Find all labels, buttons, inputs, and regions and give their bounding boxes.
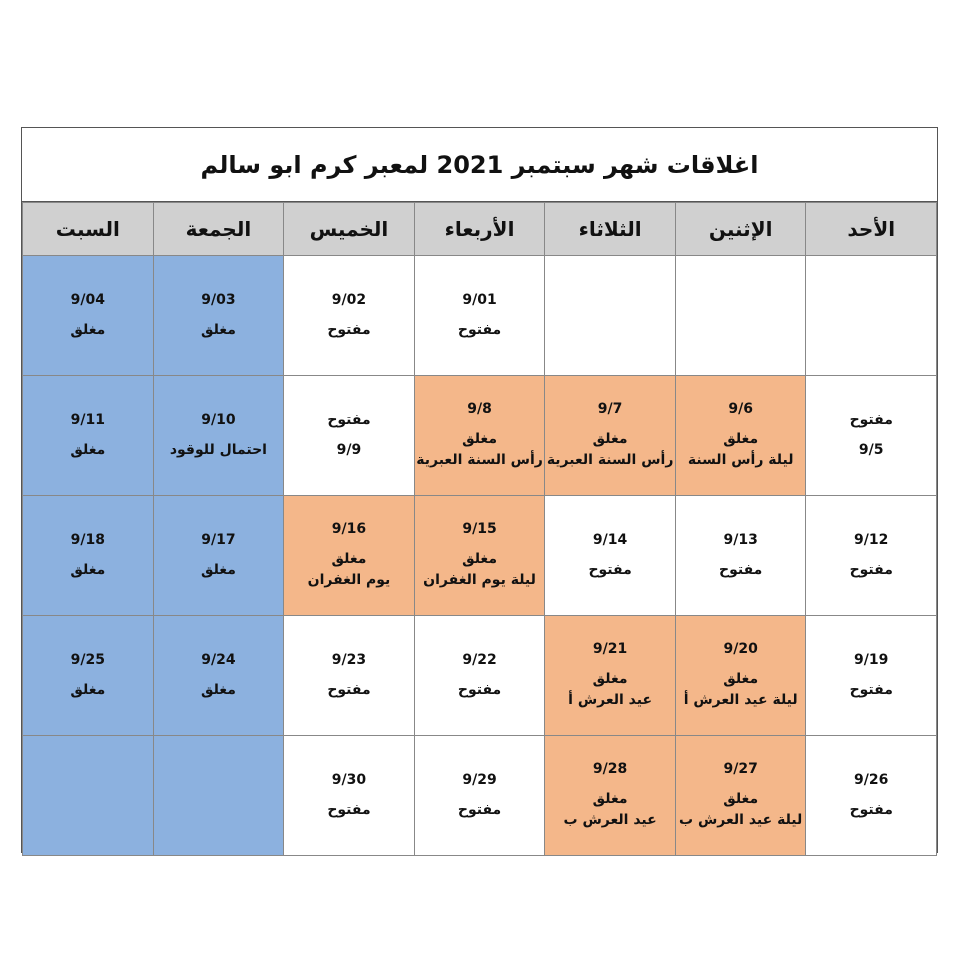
day-primary-text: 9/13 xyxy=(723,532,758,549)
day-primary-text: 9/26 xyxy=(854,772,889,789)
calendar-day-cell xyxy=(675,256,806,376)
calendar-day-cell xyxy=(414,256,545,376)
calendar-day-cell xyxy=(806,616,937,736)
day-primary-text: 9/30 xyxy=(331,772,367,789)
day-status-text: مفتوح xyxy=(327,681,371,698)
day-status-text: مفتوح xyxy=(588,561,632,578)
day-status-text: مغلق xyxy=(462,430,497,447)
day-note-text: رأس السنة العبرية xyxy=(416,452,543,469)
calendar-day-cell xyxy=(806,256,937,376)
day-status-text: 9/9 xyxy=(336,441,362,458)
day-cell-content xyxy=(284,256,414,375)
calendar-week-row xyxy=(23,496,937,616)
day-primary-text: مفتوح xyxy=(327,412,371,429)
page-title: اغلاقات شهر سبتمبر 2021 لمعبر كرم ابو سالم xyxy=(200,150,759,179)
day-status-text: مفتوح xyxy=(849,681,893,698)
weekday-header: الأربعاء xyxy=(414,203,545,256)
day-cell-content xyxy=(23,616,153,735)
day-status-text: مغلق xyxy=(723,670,759,687)
calendar-day-cell xyxy=(153,256,284,376)
day-primary-text: 9/7 xyxy=(597,401,623,418)
calendar-day-cell xyxy=(675,376,806,496)
day-status-text: مفتوح xyxy=(457,321,502,338)
day-status-text: مغلق xyxy=(592,790,628,807)
calendar-day-cell xyxy=(675,736,806,856)
calendar-day-cell xyxy=(284,376,415,496)
day-cell-content xyxy=(23,496,153,615)
day-primary-text: 9/8 xyxy=(467,401,492,418)
calendar-day-cell xyxy=(414,376,545,496)
day-note-text: رأس السنة العبرية xyxy=(546,452,674,469)
day-status-text: مغلق xyxy=(70,681,106,698)
weekday-header: الخميس xyxy=(284,203,415,256)
calendar-day-cell xyxy=(284,496,415,616)
day-cell-content xyxy=(806,496,936,615)
day-status-text: مفتوح xyxy=(457,681,502,698)
day-cell-content xyxy=(154,496,284,615)
day-primary-text: 9/14 xyxy=(592,532,628,549)
day-status-text: مغلق xyxy=(200,321,236,338)
calendar-day-cell xyxy=(545,376,676,496)
day-primary-text: 9/27 xyxy=(723,761,758,778)
day-primary-text: 9/02 xyxy=(331,292,367,309)
day-primary-text: 9/16 xyxy=(331,521,367,538)
calendar-day-cell xyxy=(153,376,284,496)
day-cell-content xyxy=(806,736,936,855)
day-primary-text: 9/6 xyxy=(728,401,753,418)
day-primary-text: مفتوح xyxy=(849,412,893,429)
weekday-header: الثلاثاء xyxy=(545,203,676,256)
day-cell-content xyxy=(676,616,806,735)
day-cell-content xyxy=(676,256,806,375)
day-primary-text: 9/28 xyxy=(592,761,628,778)
day-status-text: مفتوح xyxy=(849,561,893,578)
calendar-day-cell xyxy=(284,256,415,376)
day-status-text: مفتوح xyxy=(327,801,371,818)
day-status-text: مفتوح xyxy=(327,321,371,338)
day-primary-text: 9/20 xyxy=(723,641,758,658)
day-status-text: مغلق xyxy=(70,441,106,458)
day-cell-content xyxy=(806,376,936,495)
day-primary-text: 9/25 xyxy=(70,652,105,669)
day-primary-text: 9/22 xyxy=(462,652,497,669)
calendar-day-cell xyxy=(284,616,415,736)
day-cell-content xyxy=(806,256,936,375)
day-note-text: ليلة عيد العرش أ xyxy=(683,692,798,709)
calendar-day-cell xyxy=(23,736,154,856)
day-cell-content xyxy=(676,496,806,615)
calendar-day-cell xyxy=(414,496,545,616)
day-cell-content xyxy=(23,376,153,495)
weekday-header: الجمعة xyxy=(153,203,284,256)
day-cell-content xyxy=(545,496,675,615)
day-primary-text: 9/15 xyxy=(462,521,497,538)
calendar-week-row xyxy=(23,376,937,496)
day-status-text: مغلق xyxy=(200,681,236,698)
day-primary-text: 9/18 xyxy=(70,532,105,549)
day-status-text: مفتوح xyxy=(849,801,893,818)
calendar-table xyxy=(22,202,937,856)
calendar-day-cell xyxy=(414,616,545,736)
day-cell-content xyxy=(154,376,284,495)
day-primary-text: 9/17 xyxy=(201,532,236,549)
day-status-text: مفتوح xyxy=(719,561,763,578)
day-cell-content xyxy=(545,736,675,855)
calendar-day-cell xyxy=(545,616,676,736)
day-primary-text: 9/04 xyxy=(70,292,105,309)
day-cell-content xyxy=(154,736,284,855)
weekday-header: الأحد xyxy=(806,203,937,256)
day-note-text: عيد العرش أ xyxy=(568,692,653,709)
day-cell-content xyxy=(545,256,675,375)
day-primary-text: 9/24 xyxy=(201,652,236,669)
day-cell-content xyxy=(415,376,545,495)
day-cell-content xyxy=(284,736,414,855)
day-primary-text: 9/29 xyxy=(462,772,497,789)
day-note-text: ليلة عيد العرش ب xyxy=(679,812,803,829)
day-cell-content xyxy=(154,616,284,735)
day-status-text: مغلق xyxy=(723,430,759,447)
day-note-text: ليلة يوم الغفران xyxy=(423,572,536,589)
day-status-text: مفتوح xyxy=(457,801,502,818)
day-cell-content xyxy=(284,496,414,615)
day-status-text: مغلق xyxy=(200,561,236,578)
day-primary-text: 9/10 xyxy=(201,412,236,429)
day-primary-text: 9/21 xyxy=(592,641,628,658)
day-status-text: مغلق xyxy=(723,790,759,807)
title-row xyxy=(22,128,937,202)
day-cell-content xyxy=(23,736,153,855)
day-status-text: مغلق xyxy=(70,321,106,338)
calendar-day-cell xyxy=(153,496,284,616)
day-cell-content xyxy=(676,736,806,855)
calendar-day-cell xyxy=(545,736,676,856)
day-cell-content xyxy=(545,376,675,495)
day-cell-content xyxy=(284,616,414,735)
calendar-day-cell xyxy=(23,496,154,616)
calendar-day-cell xyxy=(806,736,937,856)
calendar-day-cell xyxy=(284,736,415,856)
calendar-day-cell xyxy=(545,496,676,616)
calendar-day-cell xyxy=(23,616,154,736)
calendar-week-row xyxy=(23,256,937,376)
day-status-text: مغلق xyxy=(331,550,367,567)
weekday-header: السبت xyxy=(23,203,154,256)
day-cell-content xyxy=(806,616,936,735)
day-primary-text: 9/01 xyxy=(462,292,497,309)
calendar-day-cell xyxy=(23,256,154,376)
day-cell-content xyxy=(415,496,545,615)
day-cell-content xyxy=(676,376,806,495)
weekday-header: الإثنين xyxy=(675,203,806,256)
calendar-day-cell xyxy=(153,736,284,856)
day-primary-text: 9/12 xyxy=(854,532,889,549)
calendar-day-cell xyxy=(153,616,284,736)
day-status-text: مغلق xyxy=(462,550,497,567)
calendar-day-cell xyxy=(806,376,937,496)
day-status-text: 9/5 xyxy=(858,441,884,458)
calendar-week-row xyxy=(23,736,937,856)
calendar-day-cell xyxy=(414,736,545,856)
day-cell-content xyxy=(415,256,545,375)
calendar-day-cell xyxy=(23,376,154,496)
day-status-text: مغلق xyxy=(592,670,628,687)
day-primary-text: 9/23 xyxy=(331,652,367,669)
calendar-week-row xyxy=(23,616,937,736)
calendar-day-cell xyxy=(675,616,806,736)
day-note-text: ليلة رأس السنة xyxy=(687,452,794,469)
day-cell-content xyxy=(415,616,545,735)
day-primary-text: 9/19 xyxy=(854,652,889,669)
day-status-text: مغلق xyxy=(592,430,628,447)
day-cell-content xyxy=(154,256,284,375)
calendar-day-cell xyxy=(675,496,806,616)
calendar-day-cell xyxy=(806,496,937,616)
day-status-text: احتمال للوقود xyxy=(169,441,267,458)
day-cell-content xyxy=(415,736,545,855)
day-primary-text: 9/03 xyxy=(201,292,236,309)
day-cell-content xyxy=(284,376,414,495)
day-primary-text: 9/11 xyxy=(70,412,105,429)
day-status-text: مغلق xyxy=(70,561,106,578)
weekday-header-row xyxy=(23,203,937,256)
day-cell-content xyxy=(23,256,153,375)
day-cell-content xyxy=(545,616,675,735)
day-note-text: يوم الغفران xyxy=(307,572,391,589)
day-note-text: عيد العرش ب xyxy=(563,812,657,829)
calendar-day-cell xyxy=(545,256,676,376)
closures-sheet xyxy=(21,127,938,853)
calendar-body xyxy=(23,256,937,856)
